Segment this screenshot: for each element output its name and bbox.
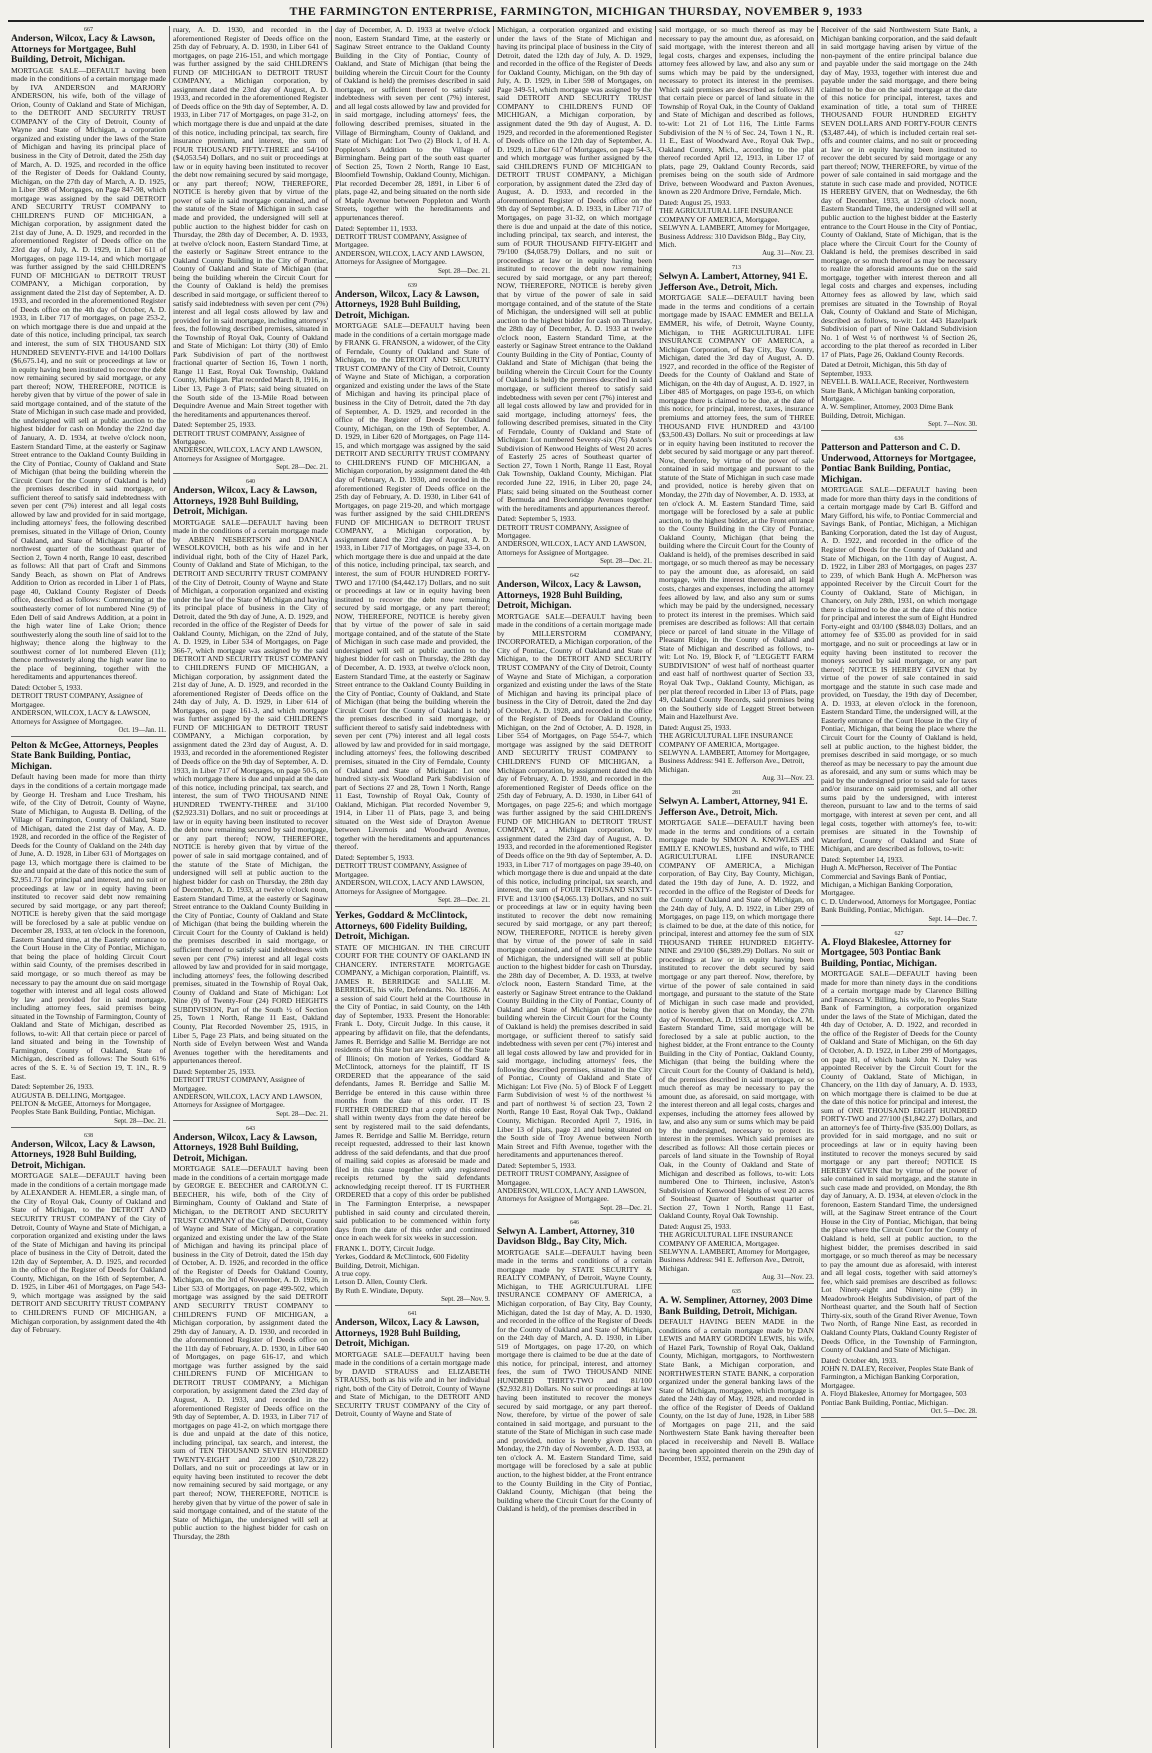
legal-notice <box>497 26 652 568</box>
notice-heading: Anderson, Wilcox, Lacy & Lawson, Attorneys, 1928 Buhl Building, Detroit, Michigan. <box>173 1132 318 1164</box>
newspaper-column <box>8 26 170 1748</box>
notice-heading: Anderson, Wilcox, Lacy & Lawson, Attorneys, 1928 Buhl Building, Detroit, Michigan. <box>335 289 480 321</box>
legal-notice <box>11 1132 166 1335</box>
notice-signature: Dated: August 25, 1933. THE AGRICULTURAL LIFE INSURANCE COMPANY OF AMERICA, Mortgagee. SELWYN A. LAMBERT, Attorney for Mortgagee, Business Address: 941 E. Jefferson Ave., Detroit, Michigan. <box>659 1221 810 1273</box>
notice-signature: Dated: September 14, 1933. Hugh A. McPherson, Receiver of The Pontiac Commercial and Savings Bank of Pontiac, Michigan, a Michigan Banking Corporation, Mortgagee. C. D. Underwood, Attorneys for Mortgagee, Pontiac Bank Building, Pontiac, Michigan. <box>821 854 977 915</box>
notice-body: Michigan, a corporation organized and existing under the laws of the State of Michigan and having its principal place of business in the City of Detroit, dated the 12th day of July, A. D. 1929, and recorded in the office of the Register of Deeds for Oakland County, Michigan, on the 9th day of July, A. D. 1929, in Liber 598 of Mortgages, on Page 349-51, which mortgage was assigned by the said DETROIT AND SECURITY TRUST COMPANY to CHILDREN'S FUND OF MICHIGAN, a Michigan corporation, by assignment dated the 9th day of August, A. D. 1929, and recorded in the aforementioned Register of Deeds office on the 12th day of September, A. D. 1929, in Liber 617 of Mortgages, on page 54-3, and which mortgage was further assigned by the said CHILDREN'S FUND OF MICHIGAN to DETROIT TRUST COMPANY, a Michigan corporation, by assignment dated the 23rd day of August, A. D. 1933, and recorded in the aforementioned Register of Deeds office on the 9th day of September, A. D. 1933, in Liber 717 of Mortgages, on page 31-32, on which mortgage there is due and unpaid at the date of this notice, including principal, tax search, and interest, the sum of FOUR THOUSAND FIFTY-EIGHT and 79/100 ($4,058.79) Dollars, and no suit or proceedings at law or in equity having been instituted to recover the debt now remaining secured by said mortgage, or any part thereof; NOW, THEREFORE, NOTICE is hereby given that by virtue of the power of sale in said mortgage contained, and of the statute of the State of Michigan, the undersigned will sell at public auction to the highest bidder for cash on Thursday, the 28th day of December, A. D. 1933 at twelve o'clock noon, Eastern Standard Time, at the easterly or Saginaw Street entrance to the Oakland County Building in the City of Pontiac, County of Oakland and State of Michigan (that being the building wherein the Circuit Court for the County of Oakland is held) the premises described in said mortgage, or sufficient thereof to satisfy said indebtedness with seven per cent (7%) interest and all legal costs allowed by law and provided for in said mortgage, including attorneys' fees, the following described premises, situated in the City of Ferndale, County of Oakland and State of Michigan: Lot numbered Seventy-six (76) Aston's Subdivision of Kenwood Heights of West 20 acres of Easterly 25 acres of Southeast quarter of Section 27, Town 1 North, Range 11 East, Royal Oak Township, Oakland County, Michigan. Plat recorded June 22, 1916, in Liber 20, page 24, Plats; said being situated on the Southeast corner of Bermuda and Breckenridge Avenues together with the hereditaments and appurtenances thereof. <box>497 26 652 513</box>
notice-run-dates: Aug. 31—Nov. 23. <box>659 775 814 785</box>
notice-number: 640 <box>246 479 255 486</box>
notice-number: 639 <box>408 282 417 289</box>
legal-notice <box>335 911 490 1306</box>
legal-notice <box>335 282 490 907</box>
newspaper-column <box>170 26 332 1748</box>
newspaper-column <box>332 26 494 1748</box>
notice-signature: FRANK L. DOTY, Circuit Judge. Yerkes, Goddard & McClintock, 600 Fidelity Building, Detroit, Michigan. A true copy. Letson D. Allen, County Clerk. By Ruth E. Windiate, Deputy. <box>335 1243 470 1295</box>
notice-run-dates: Sept. 28—Dec. 21. <box>11 1118 166 1128</box>
notice-body: MORTGAGE SALE—DEFAULT having been made in the conditions of a certain mortgage made by GEORGE E. BEECHER and CAROLYN C. BEECHER, his wife, both of the City of Birmingham, County of Oakland and State of Michigan, to the DETROIT AND SECURITY TRUST COMPANY of the City of Detroit, County of Wayne and State of Michigan, a corporation organized and existing under the law of the State of Michigan and having its principal place of business in the City of Detroit, dated the 15th day of October, A. D. 1926, and recorded in the office of the Register of Deeds for Oakland County, Michigan, on the 3rd of November, A. D. 1926, in Liber 533 of Mortgages, on page 499-502, which mortgage was assigned by the said DETROIT AND SECURITY TRUST COMPANY to CHILDREN'S FUND OF MICHIGAN, a Michigan corporation, by assignment dated the 29th day of January, A. D. 1930, and recorded in the aforementioned Register of Deeds office on the 11th day of February, A. D. 1930, in Liber 640 of Mortgages, on page 616-17, and which mortgage was further assigned by the said CHILDREN'S FUND OF MICHIGAN to DETROIT TRUST COMPANY, a Michigan corporation, by assignment dated the 23rd day of August, A. D. 1933, and recorded in the aforementioned Register of Deeds office on the 9th day of September, A. D. 1933, in Liber 717 of mortgages on page 41-2, on which mortgage there is due and unpaid at the date of this notice, including principal, tax search, and interest, the sum of TEN THOUSAND SEVEN HUNDRED TWENTY-EIGHT and 22/100 ($10,728.22) Dollars, and no suit or proceedings at law or in equity having been instituted to recover the debt now remaining secured by said mortgage, or any part thereof; NOW, THEREFORE, NOTICE is hereby given that by virtue of the power of sale in said mortgage contained, and of the statute of the State of Michigan, the undersigned will sell at public auction to the highest bidder for cash on Thursday, the 28th <box>173 1164 328 1541</box>
notice-signature: Dated: September 25, 1933. DETROIT TRUST COMPANY, Assignee of Mortgagee. ANDERSON, WILCOX, LACY AND LAWSON, Attorneys for Assignee of Mortgagee. <box>173 1066 323 1110</box>
notice-signature: Dated: September 5, 1933. DETROIT TRUST COMPANY, Assignee of Mortgagee. ANDERSON, WILCOX, LACY AND LAWSON, Attorneys for Assignee of Mortgagee. <box>497 1160 647 1204</box>
notice-body: MORTGAGE SALE—DEFAULT having been made in the conditions of a certain mortgage made by IVA ANDERSON and MARJORY ANDERSON, his wife, both of the village of Orion, County of Oakland and State of Michigan, to the DETROIT AND SECURITY TRUST COMPANY of the City of Detroit, County of Wayne and State of Michigan, a corporation organized and existing under the laws of the State of Michigan and having its principal place of business in the City of Detroit, dated the 25th day of March, A. D. 1925, and recorded in the office of the Register of Deeds for Oakland County, Michigan, on the 27th day of March, A. D. 1925, in Liber 398 of Mortgages, on Page 847-98, which mortgage was assigned by the said DETROIT AND SECURITY TRUST COMPANY to CHILDREN'S FUND OF MICHIGAN, a Michigan corporation, by assignment dated the 21st day of June, A. D. 1929, and recorded in the aforementioned Register of Deeds office on the 23rd day of July, A. D. 1929, in Liber 611 of Mortgages, on page 119-14, and which mortgage was further assigned by the said CHILDREN'S FUND OF MICHIGAN to DETROIT TRUST COMPANY, a Michigan corporation, by assignment dated the 21st day of September, A. D. 1933, and recorded in the aforementioned Register of Deeds office on the 4th day of October, A. D. 1933, in Liber 717 of mortgages, on page 253-2, on which mortgage there is due and unpaid at the date of this notice, including principal, tax search and interest, the sum of SIX THOUSAND SIX HUNDRED SEVENTY-FIVE and 14/100 Dollars ($6,675.14), and no suit or proceedings at law or in equity having been instituted to recover the debt now remaining secured by said mortgage, or any part thereof; NOW, THEREFORE, NOTICE is hereby given that by virtue of the power of sale in said mortgage contained, and of the statute of the State of Michigan in such case made and provided, the undersigned will sell at public auction to the highest bidder for cash on Monday the 22nd day of January, A. D. 1934, at twelve o'clock noon, Eastern Standard Time, at the easterly or Saginaw Street entrance to the Oakland County Building in the City of Pontiac, County of Oakland and State of Michigan (that being the building wherein the Circuit Court for the County of Oakland is held) the premises described in said mortgage, or sufficient thereof to satisfy said indebtedness with seven per cent (7%) interest and all legal costs allowed by law and provided for in said mortgage, including attorneys' fees, the following described premises, situated in the Village of Orion, County of Oakland, and State of Michigan: Part of the northwest quarter of the southeast quarter of Section 2, Town 4 north, Range 10 east, described as follows: All that part of Craft and Simmons Sandy Beach, as shown on Plat of Andrews Addition to Orion as recorded in Liber 1 of Plats, page 40, Oakland County Register of Deeds office, described as follows: Commencing at the southeasterly corner of lot numbered Nine (9) of Eden Dell of said Andrews Addition, at a point in the high water line of Lake Orion; thence southwesterly along the south line of said lot to the highway; thence along the highway to the southwest corner of lot numbered Eleven (11); thence northwesterly along the high water line to the place of beginning, together with the hereditaments and appurtenances thereof. <box>11 65 167 682</box>
notice-body: MORTGAGE SALE—DEFAULT having been made in the conditions of a certain mortgage made by ABBEN NESBERTSON and DANICA WESOLKOVICH, both as his wife and in her individual right, both of the City of Hazel Park, County of Oakland and State of Michigan, to the DETROIT AND SECURITY TRUST COMPANY of the City of Detroit, County of Wayne and State of Michigan, a corporation organized and existing under the law of the State of Michigan and having its principal place of business in the City of Detroit, dated the 9th day of June, A. D. 1929, and recorded in the office of the Register of Deeds for Oakland County, Michigan, on the 22nd of July, A. D. 1929, in Liber 534 of Mortgages, on Page 366-7, which mortgage was assigned by the said DETROIT AND SECURITY TRUST COMPANY to CHILDREN'S FUND OF MICHIGAN, a Michigan corporation, by assignment dated the 21st day of June, A. D. 1929, and recorded in the aforementioned Register of Deeds office on the 24th day of July, A. D. 1929, in Liber 614 of Mortgages, on page 161-3, and which mortgage was further assigned by the said CHILDREN'S FUND OF MICHIGAN to DETROIT TRUST COMPANY, a Michigan corporation, by assignment dated the 23rd day of August, A. D. 1933, and recorded in the aforementioned Register of Deeds office on the 9th day of September, A. D. 1933, in Liber 717 of Mortgages, on page 50-5, on which mortgage there is due and unpaid at the date of this notice, including principal, tax search, and interest, the sum of TWO THOUSAND NINE HUNDRED TWENTY-THREE and 31/100 ($2,923.31) Dollars, and no suit or proceedings at law or in equity having been instituted to recover the debt now remaining secured by said mortgage, or any part thereof; NOW, THEREFORE, NOTICE is hereby given that by virtue of the power of sale in said mortgage contained, and of the statute of the State of Michigan, the undersigned will sell at public auction to the highest bidder for cash on Thursday, the 28th day of December, A. D. 1933, at twelve o'clock noon, Eastern Standard Time, at the easterly or Saginaw Street entrance to the Oakland County Building in the City of Pontiac, County of Oakland and State of Michigan (that being the building wherein the Circuit Court for the County of Oakland is held) the premises described in said mortgage, or sufficient thereof to satisfy said indebtedness with seven per cent (7%) interest and all legal costs allowed by law and provided for in said mortgage, including attorneys' fees, the following described premises, situated in the Township of Royal Oak, County of Oakland and State of Michigan: Lot Nine (9) of Twenty-Four (24) FORD HEIGHTS SUBDIVISION, Part of the South ½ of Section 25, Town 1 North, Range 11 East, Oakland County, Plat Recorded November 25, 1915, in Liber 5, Page 23 Plats, and being situated on the North side of Evelyn between West and Wanda Avenues together with the hereditaments and appurtenances thereof. <box>173 517 328 1066</box>
notice-heading: A. Floyd Blakeslee, Attorney for Mortgagee, 503 Pontiac Bank Building, Pontiac, Michigan. <box>821 937 952 969</box>
notice-heading: Anderson, Wilcox, Lacy & Lawson, Attorneys, 1928 Buhl Building, Detroit, Michigan. <box>497 580 642 612</box>
notice-number: 667 <box>84 27 93 33</box>
notice-run-dates: Aug. 31—Nov. 23. <box>659 1274 814 1284</box>
notice-body: STATE OF MICHIGAN. IN THE CIRCUIT COURT FOR THE COUNTY OF OAKLAND IN CHANCERY. INTERSTATE MORTGAGE COMPANY, a Michigan corporation, Plaintiff, vs. JAMES R. BERRIDGE and SALLIE M. BERRIDGE, his wife, Defendants. No. 18266. At a session of said Court held at the Courthouse in the City of Pontiac, in said County, on the 14th day of September, 1933. Present the Honorable: Frank L. Doty, Circuit Judge. In this cause, it appearing by affidavit on file, that the defendants, James R. Berridge and Sallie M. Berridge are not residents of this State but are residents of the State of Illinois; On motion of Yerkes, Goddard & McClintock, attorneys for the plaintiff, IT IS ORDERED that the appearance of the said defendants, James R. Berridge and Sallie M. Berridge be entered in this cause within three months from the date of this order. IT IS FURTHER ORDERED that a copy of this order shall within twenty days from the date hereof be sent by registered mail to the said defendants, James R. Berridge and Sallie M. Berridge, return receipt requested, addressed to their last known address of the said defendants, and that due proof of mailing said copies as aforesaid be made and filed in this cause together with any registered receipts returned by the said defendants acknowledging receipt thereof. IT IS FURTHER ORDERED that a copy of this order be published in The Farmington Enterprise, a newspaper published in said county and circulated therein, said publication to be commenced within forty days from the date of this order and continued once in each week for six weeks in succession. <box>335 942 490 1243</box>
notice-signature: Dated: October 5, 1933. DETROIT TRUST COMPANY, Assignee of Mortgagee. ANDERSON, WILCOX, LACY & LAWSON, Attorneys for Assignee of Mortgagee. <box>11 682 151 726</box>
notice-heading: Pelton & McGee, Attorneys, Peoples State Bank Building, Pontiac, Michigan. <box>11 740 159 772</box>
notice-run-dates: Sept. 28—Dec. 21. <box>335 268 490 278</box>
notice-signature: Dated: September 11, 1933. DETROIT TRUST COMPANY, Assignee of Mortgagee. ANDERSON, WILCOX, LACY AND LAWSON, Attorneys for Assignee of Mortgagee. <box>335 223 485 267</box>
notice-signature: Dated: September 25, 1933. DETROIT TRUST COMPANY, Assignee of Mortgagee. ANDERSON, WILCOX, LACY AND LAWSON, Attorneys for Assignee of Mortgagee. <box>173 420 323 463</box>
legal-notice <box>659 789 814 1284</box>
notice-heading: Yerkes, Goddard & McClintock, Attorneys, 600 Fidelity Building, Detroit, Michigan. <box>335 911 468 943</box>
notice-number: 638 <box>84 1132 93 1139</box>
masthead: THE FARMINGTON ENTERPRISE, FARMINGTON, MICHIGAN THURSDAY, NOVEMBER 9, 1933 <box>8 2 1144 22</box>
notice-body: MORTGAGE SALE—DEFAULT having been made in the terms and conditions of a certain mortgage made by ISAAC EMMER and BELLA EMMER, his wife, of Detroit, Wayne County, Michigan, to THE AGRICULTURAL LIFE INSURANCE COMPANY OF AMERICA, a Michigan Corporation, of Bay City, Bay County, Michigan, dated the 3rd day of August, A. D. 1927, and recorded in the office of the Register of Deeds for the County of Oakland and State of Michigan, on the 4th day of August, A. D. 1927, in Liber 485 of Mortgages, on page 193-6, on which mortgage there is claimed to be due, at the date of this notice, for principal, interest, taxes, insurance premiums and attorney fees, the sum of THREE THOUSAND FIVE HUNDRED and 43/100 ($3,500.43) Dollars. No suit or proceedings at law or in equity having been instituted to recover the debt secured by said mortgage or any part thereof. Now, therefore, by virtue of the power of sale contained in said mortgage and pursuant to the statute of the State of Michigan in such case made and provided, notice is hereby given that on Monday, the 27th day of November, A. D. 1933, at ten o'clock A. M. Eastern Standard Time, said mortgage will be foreclosed by a sale at public auction, to the highest bidder, at the Front entrance to the County Building in the City of Pontiac, Oakland County, Michigan (that being the building where the Circuit Court for the County of Oakland is held), of the premises described in said mortgage, or so much thereof as may be necessary to pay the amount due, as aforesaid, on said mortgage, with the interest thereon and all legal costs, charges and expenses, including the attorney fees allowed by law, and also any sum or sums which may be paid by the undersigned, necessary to protect its interest in the premises. Which said premises are described as follows: All that certain piece or parcel of land situate in the Village of Pleasant Ridge, in the County of Oakland and State of Michigan and described as follows, to-wit: Lot No. 19, Block F, of "LEGGETT FARM SUBDIVISION" of west half of northeast quarter and east half of northwest quarter of Section 33, Royal Oak Twp., Oakland County, Michigan, as per plat thereof recorded in Liber 13 of Plats, page 49, Oakland County Records, said premises being on the Southerly side of Leggett Street between Main and Hazelhurst Ave. <box>659 293 814 722</box>
notice-run-dates: Sept. 28—Dec. 21. <box>497 558 652 568</box>
notice-number: 281 <box>732 790 741 797</box>
notice-number: 627 <box>894 930 904 937</box>
notice-run-dates: Sept. 28—Dec. 21. <box>173 464 328 474</box>
notice-body: said mortgage, or so much thereof as may be necessary to pay the amount due, as aforesaid, on said mortgage, with the interest thereon and all legal costs, charges and expenses, including the attorney fees allowed by law, and also any sum or sums which may be paid by the undersigned, necessary to protect its interest in the premises. Which said premises are described as follows: All that certain piece or parcel of land situate in the Township of Royal Oak, in the County of Oakland and State of Michigan and described as follows, to-wit: Lot 21 of Lot 116, The Little Farms Subdivision of the N ½ of Sec. 24, Town 1 N., R. 11 E., East of Woodward Ave., Royal Oak Twp., Oakland County, Mich., according to the plat thereof recorded April 12, 1913, in Liber 17 of plats, page 29, Oakland County Records, said premises being on the south side of Ardmore Drive, between Woodward and Paxton Avenues, known as 220 Ardmore Drive, Ferndale, Mich. <box>659 26 814 197</box>
legal-notice <box>11 741 166 1128</box>
notice-heading: Selwyn A. Lambert, Attorney, 941 E. Jefferson Ave., Detroit, Mich. <box>659 797 808 818</box>
notice-signature: Dated: September 5, 1933. DETROIT TRUST COMPANY, Assignee of Mortgagee. ANDERSON, WILCOX, LACY AND LAWSON, Attorneys for Assignee of Mortgagee. <box>335 853 485 896</box>
legal-notice-columns <box>8 26 1144 1748</box>
newspaper-column <box>656 26 818 1748</box>
notice-body: Receiver of the said Northwestern State Bank, a Michigan banking corporation, and the said default in said mortgage having arisen by virtue of the non-payment of the entire principal balance due and payable under the said mortgage on the 24th day of May, 1933, together with interest due and payable under the said mortgage, and there being claimed to be due on the said mortgage at the date of this notice for principal, interest, taxes and examination of title, a total sum of THREE THOUSAND FOUR HUNDRED EIGHTY SEVEN DOLLARS AND FORTY-FOUR CENTS ($3,487.44), of which is included certain real set-offs and counter claims, and no suit or proceeding at law or in equity having been instituted to recover the debt secured by said mortgage or any part thereof; NOW, THEREFORE, by virtue of the power of sale contained in said mortgage and the statute in such case made and provided, NOTICE IS HEREBY GIVEN, that on Wednesday, the 6th day of December, 1933, at 12:00 o'clock noon, Eastern Standard Time, the undersigned will sell at public auction to the highest bidder at the Easterly entrance to the Court House in the City of Pontiac, County of Oakland, State of Michigan, that is the place where the Circuit Court for the County of Oakland is held, the premises described in said mortgage, or so much thereof as may be necessary to realize the aforesaid amounts due on the said mortgage, together with interest thereon and all legal costs and charges and expenses, including Attorney fees as allowed by law, which said premises are situated in the Township of Royal Oak, County of Oakland and State of Michigan, described as follows, to-wit: Lot 443 Hazelpark Subdivision of part of Nine Oakland Subdivision No. 1 of West ½ of northwest ¼ of Section 26, according to the plat thereof as recorded in Liber 17 of Plats, Page 26, Oakland County Records. <box>821 26 977 359</box>
notice-body: MORTGAGE SALE—DEFAULT having been made for more than thirty days in the conditions of a certain mortgage made by Carl B. Gifford and Mary Gifford, his wife, to Pontiac Commercial and Savings Bank, of Pontiac, Michigan, a Michigan Banking Corporation, dated the 1st day of August, A. D. 1922, and recorded in the office of the Register of Deeds for the County of Oakland and State of Michigan, on the 11th day of August, A. D. 1922, in Liber 283 of Mortgages, on pages 237 to 239, of which Bank Hugh A. McPherson was appointed Receiver by the Circuit Court for the County of Oakland, State of Michigan, in Chancery, on July 28th, 1931, on which mortgage there is claimed to be due at the date of this notice for principal and interest the sum of Eight Hundred Forty-eight and 03/100 ($848.03) Dollars, and an attorney fee of $35.00 as provided for in said mortgage, and no suit or proceedings at law or in equity having been instituted to recover the moneys secured by said mortgage, or any part thereof; NOTICE IS HEREBY GIVEN that by virtue of the power of sale contained in said mortgage and the statute in such case made and provided, on Tuesday, the 19th day of December, A. D. 1933, at eleven o'clock in the forenoon, Eastern Standard Time, the undersigned will, at the Easterly entrance of the Court House in the City of Pontiac, Michigan, that being the place where the Circuit Court for the County of Oakland is held, sell at public auction, to the highest bidder, the premises described in said mortgage, or so much thereof as may be necessary to pay the amount due as aforesaid, and any sum or sums which may be paid by the undersigned prior to said sale for taxes and/or insurance on said premises, and all other sums paid by the undersigned, with interest thereon, pursuant to law and to the terms of said mortgage, with interest at seven per cent, and all legal costs, together with attorney's fee, to-wit: premises are situated in the Township of Waterford, County of Oakland and State of Michigan, and are described as follows, to-wit: <box>821 485 977 854</box>
notice-body: MORTGAGE SALE—DEFAULT having been made in the terms and conditions of a certain mortgage made by STATE SECURITY & REALTY COMPANY, of Detroit, Wayne County, Michigan, to THE AGRICULTURAL LIFE INSURANCE COMPANY OF AMERICA, a Michigan corporation, of Bay City, Bay County, Michigan, dated the 1st day of May, A. D. 1930, and recorded in the office of the Register of Deeds for the County of Oakland and State of Michigan, on the 24th day of March, A. D. 1930, in Liber 519 of Mortgages, on page 17-20, on which mortgage there is claimed to be due at the date of this notice, for principal, interest, and attorney fees, the sum of TWO THOUSAND NINE HUNDRED THIRTY-TWO and 81/100 ($2,932.81) Dollars. No suit or proceedings at law having been instituted to recover the moneys secured by said mortgage, or any part thereof. Now, therefore, by virtue of the power of sale contained in said mortgage, and pursuant to the statute of the State of Michigan in such case made and provided, notice is hereby given that on Monday, the 27th day of November, A. D. 1933, at ten o'clock A. M. Eastern Standard Time, said mortgage will be foreclosed by a sale at public auction, to the highest bidder, at the Front entrance to the County Building in the City of Pontiac, Oakland County, Michigan (that being the building where the Circuit Court for the County of Oakland is held), of the premises described in <box>497 1247 652 1514</box>
notice-number: 642 <box>570 573 579 580</box>
notice-signature: Dated: October 4th, 1933. JOHN N. DALEY, Receiver, Peoples State Bank of Farmington, a Michigan Banking Corporation, Mortgagee. A. Floyd Blakeslee, Attorney for Mortgagee, 503 Pontiac Bank Building, Pontiac, Michigan. <box>821 1355 974 1407</box>
legal-notice <box>335 26 490 278</box>
legal-notice <box>821 435 977 925</box>
legal-notice <box>821 26 977 431</box>
notice-heading: A. W. Sempliner, Attorney, 2003 Dime Bank Building, Detroit, Michigan. <box>659 1296 813 1317</box>
legal-notice <box>173 1125 328 1542</box>
notice-run-dates: Sept. 28—Dec. 21. <box>173 1111 328 1121</box>
legal-notice <box>335 1310 490 1419</box>
notice-heading: Anderson, Wilcox, Lacy & Lawson, Attorneys, 1928 Buhl Building, Detroit, Michigan. <box>11 1139 156 1171</box>
notice-number: 641 <box>408 1311 417 1318</box>
notice-run-dates: Sept. 28—Dec. 21. <box>497 1205 652 1215</box>
legal-notice <box>173 478 328 1121</box>
notice-signature: Dated: August 25, 1933. THE AGRICULTURAL LIFE INSURANCE COMPANY OF AMERICA, Mortgagee. SELWYN A. LAMBERT, Attorney for Mortgagee, Business Address: 310 Davidson Bldg., Bay City, Mich. <box>659 197 810 249</box>
legal-notice <box>659 26 814 260</box>
legal-notice <box>821 930 977 1419</box>
legal-notice <box>11 26 166 737</box>
notice-signature: Dated: September 26, 1933. AUGUSTA B. DELLING, Mortgagee. PELTON & McGEE, Attorneys for Mortgagee, Peoples State Bank Building, Pontiac, Michigan. <box>11 1082 156 1117</box>
notice-body: day of December, A. D. 1933 at twelve o'clock noon, Eastern Standard Time, at the easterly or Saginaw Street entrance to the Oakland County Building in the City of Pontiac, County of Oakland, and State of Michigan (that being the building wherein the Circuit Court for the County of Oakland is held) the premises described in said mortgage, or sufficient thereof to satisfy said indebtedness with seven per cent (7%) interest, and all legal costs allowed by law and provided for in said mortgage, including attorneys' fees, the following described premises, situated in the Village of Birmingham, County of Oakland, and State of Michigan: Lot Two (2) Block 1, of H. A. Poppleton's Addition to the Village of Birmingham. Being part of the south east quarter of Section 25, Town 2 North, Range 10 East, Bloomfield Township, Oakland County, Michigan. Plat recorded December 28, 1891, in Liber 6 of plats, page 42, and being situated on the north side of Maple Avenue between Poppleton and Worth Streets, together with the hereditaments and appurtenances thereof. <box>335 26 490 223</box>
notice-signature: Dated at Detroit, Michigan, this 5th day of September, 1933. NEVELL B. WALLACE, Receiver, Northwestern State Bank, A Michigan banking corporation, Mortgagee. A. W. Sempliner, Attorney, 2003 Dime Bank Building, Detroit, Michigan. <box>821 360 969 420</box>
notice-body: MORTGAGE SALE—DEFAULT having been made in the conditions of a certain mortgage made by DAVID STRAUSS and ELIZABETH STRAUSS, both as his wife and in her individual right, both of the City of Detroit, County of Wayne and State of Michigan, to the DETROIT AND SECURITY TRUST COMPANY of the City of Detroit, County of Wayne and State of <box>335 1349 490 1419</box>
notice-body: MORTGAGE SALE—DEFAULT having been made in the conditions of a certain mortgage made by MILLERSTORM COMPANY, INCORPORATED, a Michigan corporation, of the City of Pontiac, County of Oakland and State of Michigan, to the DETROIT AND SECURITY TRUST COMPANY of the City of Detroit, County of Wayne and State of Michigan, a corporation organized and existing under the laws of the State of Michigan and having its principal place of business in the City of Detroit, dated the 2nd day of October, A. D. 1928, and recorded in the office of the Register of Deeds for Oakland County, Michigan, on the 2nd of October, A. D. 1928, in Liber 554 of Mortgages, on Page 554-7, which mortgage was assigned by the said DETROIT AND SECURITY TRUST COMPANY to CHILDREN'S FUND OF MICHIGAN, a Michigan corporation, by assignment dated the 4th day of February, A. D. 1930, and recorded in the aforementioned Register of Deeds office on the 25th day of February, A. D. 1930, in Liber 641 of Mortgages, on page 225-6; and which mortgage was further assigned by the said CHILDREN'S FUND OF MICHIGAN to DETROIT TRUST COMPANY, a Michigan corporation, by assignment dated the 23rd day of August, A. D. 1933, and recorded in the aforementioned Register of Deeds office on the 9th day of September, A. D. 1933, in Liber 717 of mortgages on page 39-40, on which mortgage there is due and unpaid at the date of this notice, including principal, tax search, and interest, the sum of FOUR THOUSAND SIXTY-FIVE and 13/100 ($4,065.13) Dollars, and no suit or proceedings at law or in equity having been instituted to recover the debt now remaining secured by said mortgage, or any part thereof; NOW, THEREFORE, NOTICE is hereby given that by virtue of the power of sale in said mortgage contained, and of the statute of the State of Michigan, the undersigned will sell at public auction to the highest bidder for cash on Thursday, the 28th day of December, A. D. 1933, at twelve o'clock noon, Eastern Standard Time, at the easterly or Saginaw Street entrance to the Oakland County Building in the City of Pontiac, County of Oakland and State of Michigan (that being the building wherein the Circuit Court for the County of Oakland is held) the premises described in said mortgage, or sufficient thereof to satisfy said indebtedness with seven per cent (7%) interest and all legal costs allowed by law and provided for in said mortgage, including attorneys' fees, the following described premises, situated in the City of Pontiac, County of Oakland and State of Michigan: Lot Five (No. 5) of Block F of Leggett Farm Subdivision of west ½ of the northwest ¼ and part of northwest ¼ of section 23, Town 2 North, Range 10 East, Royal Oak Twp., Oakland County, Michigan. Recorded April 7, 1916, in Liber 13 of plats, page 21 and being situated on the South side of Troy Avenue between North Main Street and Fifth Avenue, together with the hereditaments and appurtenances thereof. <box>497 611 653 1160</box>
notice-heading: Selwyn A. Lambert, Attorney, 310 Davidson Bldg., Bay City, Mich. <box>497 1226 635 1248</box>
notice-body: MORTGAGE SALE—DEFAULT having been made in the conditions of a certain mortgage made by FRANK G. FRANSON, a widower, of the City of Ferndale, County of Oakland and State of Michigan, to the DETROIT AND SECURITY TRUST COMPANY of the City of Detroit, County of Wayne and State of Michigan, a corporation organized and existing under the laws of the State of Michigan and having its principal place of business in the City of Detroit, dated the 7th day of September, A. D. 1929, and recorded in the office of the Register of Deeds for Oakland County, Michigan, on the 19th of September, A. D. 1929, in Liber 620 of Mortgages, on Page 114-15, and which mortgage was assigned by the said DETROIT AND SECURITY TRUST COMPANY to CHILDREN'S FUND OF MICHIGAN, a Michigan corporation, by assignment dated the 4th day of February, A. D. 1930, and recorded in the aforementioned Register of Deeds office on the 25th day of February, A. D. 1930, in Liber 641 of Mortgages, on page 219-20, and which mortgage was further assigned by the said CHILDREN'S FUND OF MICHIGAN to DETROIT TRUST COMPANY, a Michigan corporation, by assignment dated the 23rd day of August, A. D. 1933, in Liber 717 of Mortgages, on page 33-4, on which mortgage there is due and unpaid at the date of this notice, including principal, tax search, and interest, the sum of FOUR HUNDRED FORTY-TWO and 17/100 ($4,442.17) Dollars, and no suit or proceedings at law or in equity having been instituted to recover the debt now remaining secured by said mortgage, or any part thereof; NOW, THEREFORE, NOTICE is hereby given that by virtue of the power of sale in said mortgage contained, and of the statute of the State of Michigan in such case made and provided, the undersigned will sell at public auction to the highest bidder for cash on Thursday, the 28th day of December, A. D. 1933, at twelve o'clock noon, Eastern Standard Time, at the easterly or Saginaw Street entrance to the Oakland County Building in the City of Pontiac, County of Oakland, and State of Michigan (that being the building wherein the Circuit Court for the County of Oakland is held) the premises described in said mortgage, or sufficient thereof to satisfy said indebtedness with seven per cent (7%) interest and all legal costs allowed by law and provided for in said mortgage, including attorneys' fees, the following described premises, situated in the City of Ferndale, County of Oakland and State of Michigan: Lot one hundred sixty-six Woodland Park Subdivision of part of Sections 27 and 28, Town 1 North, Range 11 East, Township of Royal Oak, County of Oakland, Michigan. Plat recorded November 9, 1914, in Liber 11 of Plats, page 3, and being situated on the West side of Drayton Avenue between Livernois and Woodward Avenue, together with the hereditaments and appurtenances thereof. <box>335 321 490 852</box>
notice-number: 636 <box>894 436 904 443</box>
legal-notice <box>659 264 814 785</box>
legal-notice <box>497 1219 652 1514</box>
notice-run-dates: Sept. 28—Nov. 9. <box>335 1296 490 1306</box>
legal-notice <box>497 572 652 1215</box>
notice-body: MORTGAGE SALE—DEFAULT having been made in the terms and conditions of a certain mortgage made by SIMON A. KNOWLES and EMILY E. KNOWLES, husband and wife, to THE AGRICULTURAL LIFE INSURANCE COMPANY OF AMERICA, a Michigan corporation, of Bay City, Bay County, Michigan, dated the 19th day of June, A. D. 1922, and recorded in the office of the Register of Deeds for the County of Oakland and State of Michigan, on the 24th day of July, A. D. 1922, in Liber 299 of Mortgages, on page 119, on which mortgage there is claimed to be due, at the date of this notice, for principal, interest and attorney fee the sum of SIX THOUSAND THREE HUNDRED EIGHTY-NINE and 29/100 ($6,389.29) Dollars. No suit or proceedings at law or in equity having been instituted to recover the debt secured by said mortgage or any part thereof. Now, therefore, by virtue of the power of sale contained in said mortgage, and pursuant to the statute of the State of Michigan in such case made and provided, notice is hereby given that on Monday, the 27th day of November, A. D. 1933, at ten o'clock A. M. Eastern Standard Time, said mortgage will be foreclosed by a sale at public auction, to the highest bidder, at the Front entrance to the County Building in the City of Pontiac, Oakland County, Michigan (that being the building where the Circuit Court for the County of Oakland is held), of the premises described in said mortgage, or so much thereof as may be necessary to pay the amount due, as aforesaid, on said mortgage, with the interest thereon and all legal costs, charges and expenses, including the attorney fees allowed by law, and also any sum or sums which may be paid by the undersigned, necessary to protect its interest in the premises. Which said premises are described as follows: All those certain pieces or parcels of land situate in the Township of Royal Oak, in the County of Oakland and State of Michigan and described as follows, to-wit: Lots numbered One to Thirteen, inclusive, Aston's Subdivision of Kenwood Heights of west 20 acres of Southeast Quarter of Southeast quarter of Section 27, Town 1 North, Range 11 East, Oakland County, Royal Oak Township. <box>659 818 814 1221</box>
notice-heading: Anderson, Wilcox, Lacy & Lawson, Attorneys for Mortgagee, Buhl Building, Detroit, Michigan. <box>11 34 156 65</box>
notice-body: MORTGAGE SALE—DEFAULT having been made for more than ninety days in the conditions of a certain mortgage made by Clarence Billing and Francesca V. Billing, his wife, to Peoples State Bank of Farmington, a corporation organized under the laws of the State of Michigan, dated the 4th day of October, A. D. 1922, and recorded in the office of the Register of Deeds for the County of Oakland and State of Michigan, on the 6th day of October, A. D. 1922, in Liber 299 of Mortgages, on page 81, of which bank John N. Daley was appointed Receiver by the Circuit Court for the County of Oakland, State of Michigan, in Chancery, on the 11th day of January, A. D. 1933, on which mortgage there is claimed to be due at the date of this notice for principal and interest, the sum of ONE THOUSAND EIGHT HUNDRED FORTY-TWO and 27/100 ($1,842.27) Dollars, and an attorney's fee of Thirty-five ($35.00) Dollars, as provided for in said mortgage, and no suit or proceedings at law or in equity having been instituted to recover the moneys secured by said mortgage or any part thereof; NOTICE IS HEREBY GIVEN that by virtue of the power of sale contained in said mortgage, and the statute in such case made and provided, on Monday, the 8th day of January, A. D. 1934, at eleven o'clock in the forenoon, Eastern Standard Time, the undersigned will, at the Saginaw Street entrance of the Court House in the City of Pontiac, Michigan, that being the place where the Circuit Court for the County of Oakland is held, sell at public auction, to the highest bidder, the premises described in said mortgage, or so much thereof as may be necessary to pay the amount due as aforesaid, with interest and all legal costs, together with said attorney's fee, which said premises are described as follows: Lot Ninety-eight and Ninety-nine (99) in Meadowbrook Heights Subdivision, of part of the Northeast quarter, and the South half of Section Thirty-six, south of the Grand River Avenue, Town Two North, of Range Nine East, as recorded in Oakland County Plats, Oakland County Register of Deeds Office, in the Township of Farmington, County of Oakland and State of Michigan. <box>821 969 977 1355</box>
notice-number: 643 <box>246 1125 255 1132</box>
notice-number: 635 <box>732 1289 741 1296</box>
newspaper-column <box>818 26 980 1748</box>
notice-heading: Selwyn A. Lambert, Attorney, 941 E. Jefferson Ave., Detroit, Mich. <box>659 272 808 293</box>
legal-notice <box>659 1288 814 1463</box>
notice-run-dates: Aug. 31—Nov. 23. <box>659 250 814 260</box>
notice-number: 713 <box>732 265 741 272</box>
notice-heading: Patterson and Patterson and C. D. Underwood, Attorneys for Mortgagee, Pontiac Bank Building, Pontiac, Michigan. <box>821 443 976 485</box>
notice-run-dates: Sept. 14—Dec. 7. <box>821 916 977 926</box>
notice-body: Default having been made for more than thirty days in the conditions of a certain mortgage made by George H. Tresham and Luce Tresham, his wife, of the City of Detroit, County of Wayne, State of Michigan, to Augusta B. Delling, of the Village of Farmington, County of Oakland, State of Michigan, dated the 21st day of May, A. D. 1928, and recorded in the office of the Register of Deeds for the County of Oakland on the 24th day of June, A. D. 1928, in Liber 631 of Mortgages on page 13, which mortgage there is claimed to be due and unpaid at the date of this notice the sum of $2,951.73 for principal and interest, and no suit or proceedings at law or in equity having been instituted to recover said debt now remaining secured by said mortgage, or any part thereof; NOTICE is hereby given that the said mortgage will be foreclosed by a sale at public vendue on December 28, 1933, at ten o'clock in the forenoon, Eastern Standard time, at the Easterly entrance to the Court House in the City of Pontiac, Michigan, that being the place of holding Circuit Court within said County, of the premises described in said mortgage, or so much thereof as may be necessary to pay the amount due on said mortgage together with interest and all legal costs allowed by law and provided for in said mortgage, including attorney fees, said premises being situated in the Township of Farmington, County of Oakland and State of Michigan, described as follows, to-wit: All that certain piece or parcel of land situated and being in the Township of Farmington, County of Oakland, State of Michigan, described as follows: The South 61% acres of the S. E. ¼ of Section 19, T. 1N., R. 9 East. <box>11 772 166 1081</box>
notice-number: 646 <box>570 1219 579 1226</box>
notice-heading: Anderson, Wilcox, Lacy & Lawson, Attorneys, 1928 Buhl Building, Detroit, Michigan. <box>173 486 318 518</box>
notice-body: DEFAULT HAVING BEEN MADE in the conditions of a certain mortgage made by DAN LEWIS and MARY GORDON LEWIS, his wife, of Hazel Park, Township of Royal Oak, Oakland County, Michigan, mortgagors, to Northwestern State Bank, a Michigan corporation, and NORTHWESTERN STATE BANK, a corporation organized under the general banking laws of the State of Michigan, mortgagee, which mortgage is dated the 24th day of May, 1928, and recorded in the office of the Register of Deeds of Oakland County, on the 1st day of June, 1928, in Liber 588 of Mortgages on page 211, and the said Northwestern State Bank having thereafter been placed in receivership and Nevell B. Wallace having been appointed therein on the 29th day of December, 1932, permanent <box>659 1317 814 1464</box>
notice-run-dates: Oct. 19—Jan. 11. <box>11 727 166 737</box>
notice-heading: Anderson, Wilcox, Lacy & Lawson, Attorneys, 1928 Buhl Building, Detroit, Michigan. <box>335 1318 480 1350</box>
notice-body: MORTGAGE SALE—DEFAULT having been made in the conditions of a certain mortgage made by ALEXANDER A. HEMLER, a single man, of the City of Royal Oak, County of Oakland and State of Michigan, to the DETROIT AND SECURITY TRUST COMPANY of the City of Detroit, County of Wayne and State of Michigan, a corporation organized and existing under the laws of the State of Michigan and having its principal place of business in the City of Detroit, dated the 12th day of September, A. D. 1925, and recorded in the office of the Register of Deeds for Oakland County, Michigan, on the 16th of September, A. D. 1925, in Liber 461 of Mortgages, on Page 543-9, which mortgage was assigned by the said DETROIT AND SECURITY TRUST COMPANY to CHILDREN'S FUND OF MICHIGAN, a Michigan corporation, by assignment dated the 4th day of February. <box>11 1171 166 1335</box>
notice-body: ruary, A. D. 1930, and recorded in the aforementioned Register of Deeds office on the 25th day of February, A. D. 1930, in Liber 641 of mortgages, on page 216-151, and which mortgage was further assigned by the said CHILDREN'S FUND OF MICHIGAN to DETROIT TRUST COMPANY, a Michigan corporation, by assignment dated the 23rd day of August, A. D. 1933, and recorded in the aforementioned Register of Deeds office on the 9th day of September, A. D. 1933, in Liber 717 of Mortgages, on page 31-2, on which mortgage there is due and unpaid at the date of this notice, including principal, tax search, fire insurance premium, and interest, the sum of FOUR THOUSAND FIFTY-THREE and 54/100 ($4,053.54) Dollars, and no suit or proceedings at law or in equity having been instituted to recover the debt now remaining secured by said mortgage, or any part thereof; NOW, THEREFORE, NOTICE is hereby given that by virtue of the power of sale in said mortgage contained, and of the statute of the State of Michigan in such case made and provided, the undersigned will sell at public auction to the highest bidder for cash on Thursday, the 28th day of December, A. D. 1933, at twelve o'clock noon, Eastern Standard Time, at the easterly or Saginaw Street entrance to the Oakland County Building in the City of Pontiac, County of Oakland and State of Michigan (that being the building wherein the Circuit Court for the County of Oakland is held) the premises described in said mortgage, or sufficient thereof to satisfy said indebtedness with seven per cent (7%) interest and all legal costs allowed by law and provided for in said mortgage, including attorneys' fees, the following described premises, situated in the Township of Royal Oak, County of Oakland and State of Michigan: Lot thirty (30) of Emlo Park Subdivision of part of the northwest fractional quarter of Section 16, Town 1 north, Range 11 East, Royal Oak Township, Oakland County, Michigan. Plat recorded March 8, 1916, in Liber 13, Page 3 of Plats; said being situated on the South side of the 13-Mile Road between Dequindre Avenue and Main Street together with the hereditaments and appurtenances thereof. <box>173 26 328 419</box>
notice-run-dates: Sept. 7—Nov. 30. <box>821 421 977 431</box>
notice-signature: Dated: August 25, 1933. THE AGRICULTURAL LIFE INSURANCE COMPANY OF AMERICA, Mortgagee. SELWYN A. LAMBERT, Attorney for Mortgagee, Business Address: 941 E. Jefferson Ave., Detroit, Michigan. <box>659 722 810 774</box>
notice-run-dates: Sept. 28—Dec. 21. <box>335 897 490 907</box>
notice-run-dates: Oct. 5—Dec. 28. <box>821 1408 977 1418</box>
legal-notice <box>173 26 328 474</box>
notice-signature: Dated: September 5, 1933. DETROIT TRUST COMPANY, Assignee of Mortgagee. ANDERSON, WILCOX, LACY AND LAWSON, Attorneys for Assignee of Mortgagee. <box>497 514 647 557</box>
newspaper-column <box>494 26 656 1748</box>
